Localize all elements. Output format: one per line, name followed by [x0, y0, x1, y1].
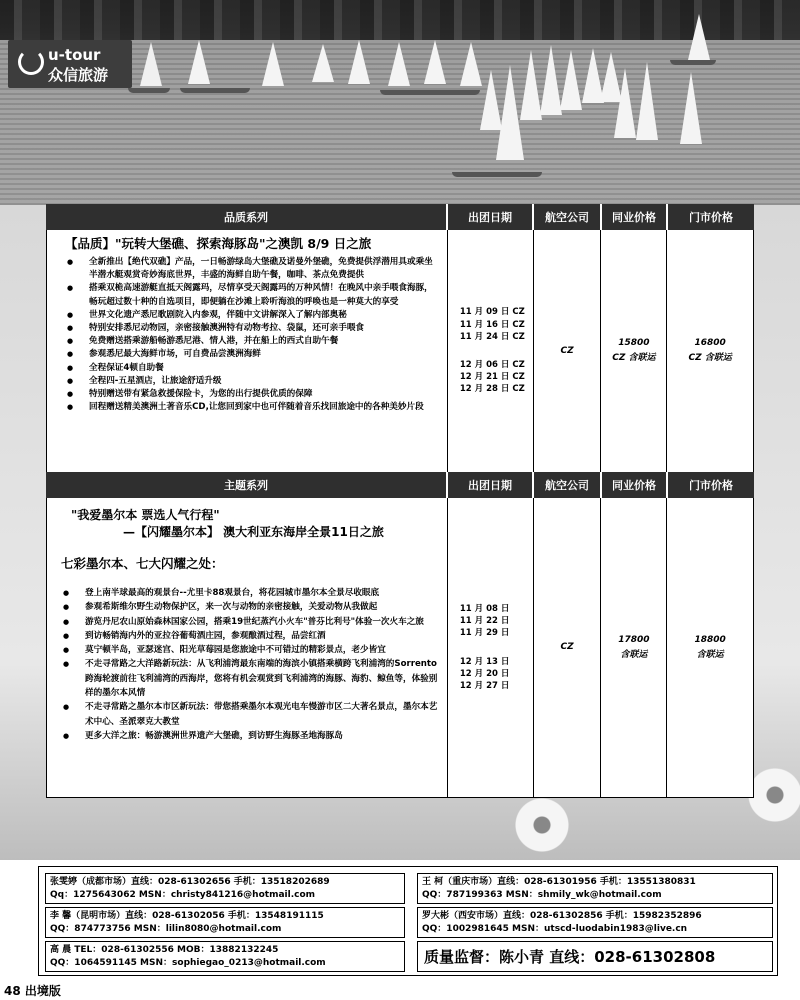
quality-supervision: 质量监督：陈小青 直线：028-61302808 — [417, 941, 773, 972]
col-airline: 航空公司 — [534, 472, 602, 498]
table-row-quality — [46, 230, 754, 472]
contact-line: Qq：1275643062 MSN：christy841216@hotmail.com — [50, 890, 316, 900]
retail-price-note: 含联运 — [696, 649, 724, 660]
logo-cn: 众信旅游 — [48, 66, 109, 84]
list-item: ● 游览丹尼农山原始森林国家公园，搭乘19世纪蒸汽小火车"普芬比利号"体验一次火车之旅 — [61, 615, 439, 629]
shoreline — [0, 0, 800, 40]
departure-date: 11 月 29 日 — [459, 628, 510, 639]
list-item: ● 回程赠送精美澳洲土著音乐CD,让您回到家中也可伴随着音乐找回旅途中的各种美妙片段 — [65, 401, 439, 414]
col-series: 主题系列 — [46, 472, 448, 498]
list-item: ● 不走寻常路之墨尔本市区新玩法：带您搭乘墨尔本观光电车慢游市区二大著名景点，墨尔本艺术中心、圣派翠克大教堂 — [61, 700, 439, 729]
contact-line: 王 柯（重庆市场）直线：028-61301956 手机：13551380831 — [422, 877, 696, 887]
retail-price-value: 16800 — [694, 338, 726, 348]
departure-date: 11 月 09 日 CZ — [459, 307, 525, 318]
trade-price-note: 含联运 — [620, 649, 648, 660]
quality-trade-price — [601, 230, 667, 472]
trade-price-value: 17800 — [618, 634, 650, 645]
contact-panel — [38, 866, 778, 976]
trade-price-value: 15800 — [618, 338, 650, 348]
col-series: 品质系列 — [46, 204, 448, 230]
departure-date: 11 月 22 日 — [459, 616, 510, 627]
theme-dates — [448, 498, 534, 797]
list-item: ● 到访畅销海内外的亚拉谷葡萄酒庄园，参观酿酒过程，品尝红酒 — [61, 629, 439, 643]
contact-line: 高 晨 TEL：028-61302556 MOB：13882132245 — [50, 945, 279, 955]
contact-card — [417, 873, 773, 904]
list-item: ● 免费赠送搭乘游船畅游悉尼港、情人港，并在船上的西式自助午餐 — [65, 335, 439, 348]
col-trade-price: 同业价格 — [602, 472, 668, 498]
quality-dates — [448, 230, 534, 472]
contact-line: 罗大彬（西安市场）直线：028-61302856 手机：15982352896 — [422, 911, 702, 921]
daisy-flower — [512, 795, 572, 855]
table-header-theme — [46, 472, 754, 498]
list-item: ● 更多大洋之旅：畅游澳洲世界遗产大堡礁，到访野生海豚圣地海豚岛 — [61, 729, 439, 743]
quality-product — [47, 230, 448, 472]
quality-retail-price — [667, 230, 753, 472]
departure-date: 12 月 28 日 CZ — [459, 384, 525, 395]
contact-card — [45, 907, 405, 938]
contact-line: QQ：1002981645 MSN：utscd-luodabin1983@live.cn — [422, 924, 688, 934]
col-date: 出团日期 — [448, 472, 534, 498]
list-item: ● 世界文化遗产悉尼歌剧院入内参观，伴随中文讲解深入了解内部奥秘 — [65, 309, 439, 322]
departure-date: 12 月 20 日 — [459, 668, 510, 679]
departure-date: 12 月 06 日 CZ — [459, 360, 525, 370]
contact-column-right — [417, 873, 773, 972]
contact-card — [45, 941, 405, 972]
utour-logo — [8, 40, 132, 88]
contact-card — [45, 873, 405, 904]
contact-column-left — [45, 873, 405, 975]
logo-en: u-tour — [48, 46, 101, 64]
theme-airline: CZ — [534, 498, 602, 797]
col-retail-price: 门市价格 — [689, 211, 733, 224]
list-item: ● 全程四-五星酒店，让旅途舒适升级 — [65, 375, 439, 388]
theme-product — [47, 498, 448, 797]
list-item: ● 参观悉尼最大海鲜市场，可自费品尝澳洲海鲜 — [65, 348, 439, 361]
contact-line: QQ：787199363 MSN：shmily_wk@hotmail.com — [422, 890, 662, 900]
utour-logo-icon — [18, 49, 44, 75]
list-item: ● 全程保证4顿自助餐 — [65, 362, 439, 375]
list-item: ● 搭乘双桅高速游艇直抵天阁露玛，尽情享受天阁露玛的万种风情！在晚风中亲手喂食海豚，畅玩超过数十种的自选项目，即便躺在沙滩上聆听海浪的呼唤也是一种莫大的享受 — [65, 282, 439, 308]
col-retail-price: 门市价格 — [689, 479, 733, 492]
contact-line: 张雯婷（成都市场）直线：028-61302656 手机：13518202689 — [50, 877, 330, 887]
theme-title-b: —【闪耀墨尔本】 澳大利亚东海岸全景11日之旅 — [123, 525, 384, 539]
list-item: ● 全新推出【绝代双礁】产品，一日畅游绿岛大堡礁及诺曼外堡礁，免费提供浮潜用具或乘坐半潜水艇观赏奇妙海底世界，丰盛的海鲜自助午餐，咖啡、茶点免费提供 — [65, 256, 439, 282]
tour-table — [46, 204, 754, 798]
departure-date: 11 月 16 日 CZ — [459, 319, 525, 330]
departure-date: 12 月 13 日 — [459, 656, 510, 667]
list-item: ● 参观希斯维尔野生动物保护区，来一次与动物的亲密接触，关爱动物从我做起 — [61, 600, 439, 614]
departure-date: 11 月 24 日 CZ — [459, 331, 525, 342]
contact-card — [417, 907, 773, 938]
retail-price-value: 18800 — [694, 634, 726, 645]
theme-title-a: "我爱墨尔本 票选人气行程" — [71, 508, 220, 522]
col-trade-price: 同业价格 — [602, 204, 668, 230]
quality-title: 【品质】"玩转大堡礁、探索海豚岛"之澳凯 8/9 日之旅 — [65, 236, 372, 251]
theme-subtitle: 七彩墨尔本、七大闪耀之处： — [61, 556, 224, 571]
list-item: ● 莫宁顿半岛，亚瑟迷宫、阳光草莓园是您旅途中不可错过的精彩景点，老少皆宜 — [61, 643, 439, 657]
departure-date: 12 月 27 日 — [459, 680, 510, 691]
retail-price-note: CZ 含联运 — [688, 353, 732, 363]
contact-line: QQ：1064591145 MSN：sophiegao_0213@hotmail.com — [50, 958, 326, 968]
theme-retail-price — [667, 498, 753, 797]
table-row-theme — [46, 498, 754, 798]
table-header-quality — [46, 204, 754, 230]
col-airline: 航空公司 — [534, 204, 602, 230]
list-item: ● 特别安排悉尼动物园，亲密接触澳洲特有动物考拉、袋鼠，还可亲手喂食 — [65, 322, 439, 335]
list-item: ● 不走寻常路之大洋路新玩法：从飞利浦湾最东南端的海滨小镇搭乘横跨飞利浦湾的Sorrento跨海轮渡前往飞利浦湾的西海岸，您将有机会观赏到飞利浦湾的海豚、海豹、鲸鱼等，体验别样的墨尔本风情 — [61, 657, 439, 700]
departure-date: 12 月 21 日 CZ — [459, 372, 525, 383]
theme-trade-price — [601, 498, 667, 797]
quality-airline: CZ — [534, 230, 602, 472]
trade-price-note: CZ 含联运 — [612, 353, 656, 363]
list-item: ● 特别赠送带有紧急救援保险卡，为您的出行提供优质的保障 — [65, 388, 439, 401]
col-date: 出团日期 — [448, 204, 534, 230]
contact-line: QQ：874773756 MSN：lilin8080@hotmail.com — [50, 924, 282, 934]
page-number: 48 出境版 — [4, 984, 61, 998]
contact-line: 李 馨（昆明市场）直线：028-61302056 手机：13548191115 — [50, 911, 324, 921]
list-item: ● 登上南半球最高的观景台--尤里卡88观景台，将花园城市墨尔本全景尽收眼底 — [61, 586, 439, 600]
departure-date: 11 月 08 日 — [459, 603, 510, 614]
